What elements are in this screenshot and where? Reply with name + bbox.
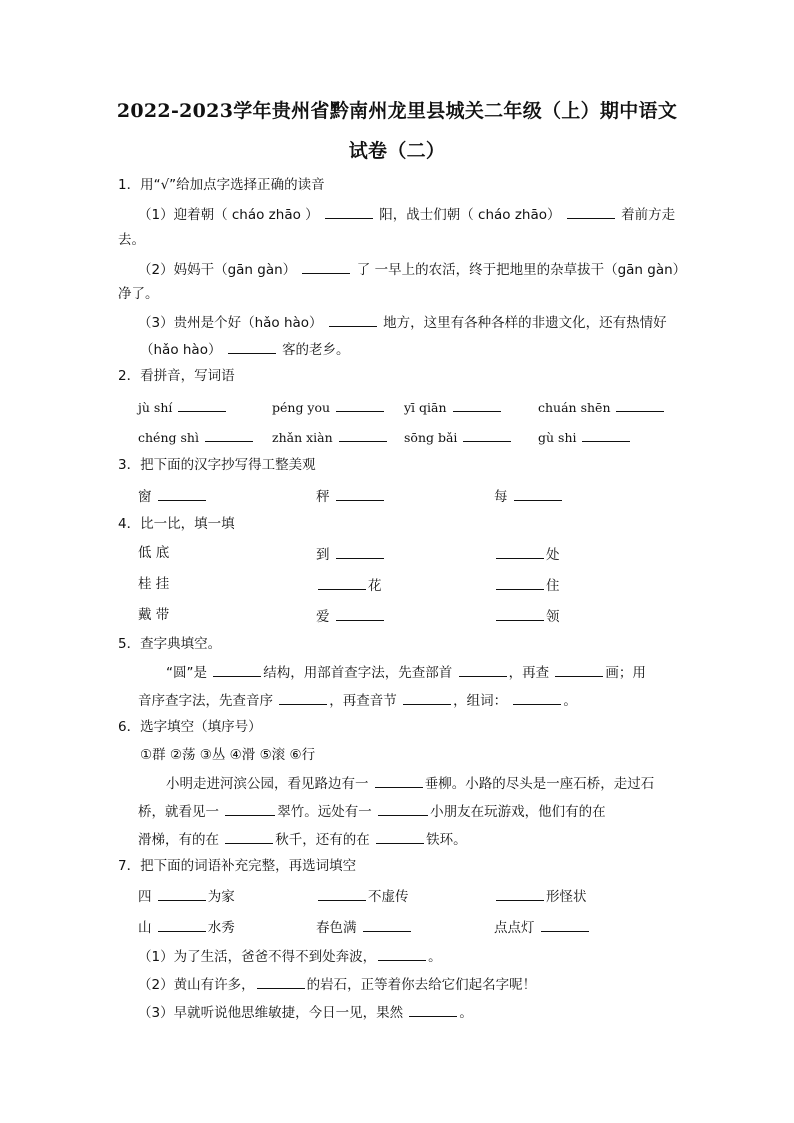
q2-item: zhǎn xiàn [272, 427, 389, 447]
q2-item: jù shí [138, 397, 228, 417]
answer-blank[interactable] [228, 339, 276, 354]
q4-item: 处 [494, 544, 560, 564]
q4-item: 花 [316, 575, 382, 595]
answer-blank[interactable] [325, 204, 373, 219]
q1-s2a: （2）妈妈干（gān gàn） [138, 262, 297, 278]
q2-item: péng you [272, 397, 386, 417]
answer-blank[interactable] [158, 917, 206, 932]
answer-blank[interactable] [616, 397, 664, 412]
q6-heading: 6．选字填空（填序号） [118, 719, 262, 735]
answer-blank[interactable] [513, 690, 561, 705]
q7-sentence2: （2）黄山有许多， 的岩石，正等着你去给它们起名字呢！ [138, 974, 536, 994]
answer-blank[interactable] [403, 690, 451, 705]
q1-s3b: 地方，这里有各种各样的非遗文化，还有热情好 [383, 315, 667, 331]
answer-blank[interactable] [496, 544, 544, 559]
answer-blank[interactable] [496, 886, 544, 901]
q4-item: 住 [494, 575, 560, 595]
q7-item: 四 为家 [138, 886, 235, 906]
answer-blank[interactable] [459, 662, 507, 677]
answer-blank[interactable] [378, 801, 428, 816]
answer-blank[interactable] [567, 204, 615, 219]
q4-item: 爱 [316, 606, 386, 626]
q2-item: sōng bǎi [404, 427, 513, 447]
exam-title-line1: 2022-2023学年贵州省黔南州龙里县城关二年级（上）期中语文 [116, 100, 678, 122]
q7-heading: 7．把下面的词语补充完整，再选词填空 [118, 858, 357, 874]
answer-blank[interactable] [336, 544, 384, 559]
q1-sentence3 [138, 312, 667, 332]
q4-pair: 戴 带 [138, 607, 170, 623]
q4-item: 到 [316, 544, 386, 564]
q1-s2b: 了 一早上的农活，终于把地里的杂草拔干（gān gàn） [356, 262, 687, 278]
q2-item: yī qiān [404, 397, 503, 417]
q7-item: 点点灯 [494, 917, 591, 937]
answer-blank[interactable] [496, 575, 544, 590]
answer-blank[interactable] [582, 427, 630, 442]
answer-blank[interactable] [257, 974, 305, 989]
answer-blank[interactable] [302, 259, 350, 274]
q3-item: 每 [494, 486, 564, 506]
answer-blank[interactable] [336, 397, 384, 412]
answer-blank[interactable] [225, 829, 273, 844]
answer-blank[interactable] [158, 486, 206, 501]
q5-para2: 音序查字法，先查音序 ，再查音节 ，组词： 。 [138, 690, 577, 710]
q7-item: 形怪状 [494, 886, 587, 906]
exam-title-line2: 试卷（二） [348, 140, 446, 162]
q6-options: ①群 ②荡 ③丛 ④滑 ⑤滚 ⑥行 [140, 747, 316, 763]
q7-item: 春色满 [316, 917, 413, 937]
q1-s3c: （hǎo hào） [140, 342, 222, 358]
q1-s1a: （1）迎着朝（ cháo zhāo ） [138, 207, 319, 223]
q3-heading: 3．把下面的汉字抄写得工整美观 [118, 457, 316, 473]
q3-item: 窗 [138, 486, 208, 506]
q1-sentence3-cont [140, 339, 350, 359]
answer-blank[interactable] [375, 773, 423, 788]
q1-s3d: 客的老乡。 [282, 342, 350, 358]
answer-blank[interactable] [378, 946, 426, 961]
q7-item: 不虚传 [316, 886, 409, 906]
q7-sentence1: （1）为了生活，爸爸不得不到处奔波， 。 [138, 946, 442, 966]
answer-blank[interactable] [336, 486, 384, 501]
answer-blank[interactable] [158, 886, 206, 901]
q6-para3: 滑梯，有的在 秋千，还有的在 铁环。 [138, 829, 467, 849]
q2-item: chuán shēn [538, 397, 666, 417]
q1-sentence1 [138, 204, 675, 224]
q3-item: 秤 [316, 486, 386, 506]
answer-blank[interactable] [329, 312, 377, 327]
answer-blank[interactable] [541, 917, 589, 932]
answer-blank[interactable] [555, 662, 603, 677]
answer-blank[interactable] [463, 427, 511, 442]
q1-s2c: 净了。 [118, 286, 159, 302]
q2-item: chéng shì [138, 427, 255, 447]
answer-blank[interactable] [363, 917, 411, 932]
answer-blank[interactable] [376, 829, 424, 844]
q1-s3a: （3）贵州是个好（hǎo hào） [138, 315, 323, 331]
answer-blank[interactable] [514, 486, 562, 501]
answer-blank[interactable] [318, 575, 366, 590]
answer-blank[interactable] [409, 1002, 457, 1017]
answer-blank[interactable] [279, 690, 327, 705]
answer-blank[interactable] [339, 427, 387, 442]
q5-para1: “圆”是 结构，用部首查字法，先查部首 ，再查 画；用 [138, 662, 646, 682]
answer-blank[interactable] [336, 606, 384, 621]
answer-blank[interactable] [205, 427, 253, 442]
q1-heading: 1．用“√”给加点字选择正确的读音 [118, 177, 325, 193]
answer-blank[interactable] [213, 662, 261, 677]
q2-item: gù shi [538, 427, 632, 447]
q6-para2: 桥，就看见一 翠竹。远处有一 小朋友在玩游戏，他们有的在 [138, 801, 606, 821]
q4-pair: 低 底 [138, 545, 170, 561]
q6-para1: 小明走进河滨公园，看见路边有一 垂柳。小路的尽头是一座石桥，走过石 [138, 773, 654, 793]
answer-blank[interactable] [178, 397, 226, 412]
q7-item: 山 水秀 [138, 917, 235, 937]
q1-s1d: 去。 [118, 232, 145, 248]
answer-blank[interactable] [453, 397, 501, 412]
q7-sentence3: （3）早就听说他思维敏捷，今日一见，果然 。 [138, 1002, 473, 1022]
q4-item: 领 [494, 606, 560, 626]
q4-heading: 4．比一比，填一填 [118, 516, 235, 532]
q1-s1b: 阳，战士们朝（ cháo zhāo） [379, 207, 561, 223]
q4-pair: 桂 挂 [138, 576, 170, 592]
answer-blank[interactable] [496, 606, 544, 621]
q1-sentence2 [138, 259, 686, 279]
answer-blank[interactable] [318, 886, 366, 901]
q1-s1c: 着前方走 [621, 207, 676, 223]
q5-heading: 5．查字典填空。 [118, 636, 222, 652]
answer-blank[interactable] [225, 801, 275, 816]
q2-heading: 2．看拼音，写词语 [118, 368, 235, 384]
